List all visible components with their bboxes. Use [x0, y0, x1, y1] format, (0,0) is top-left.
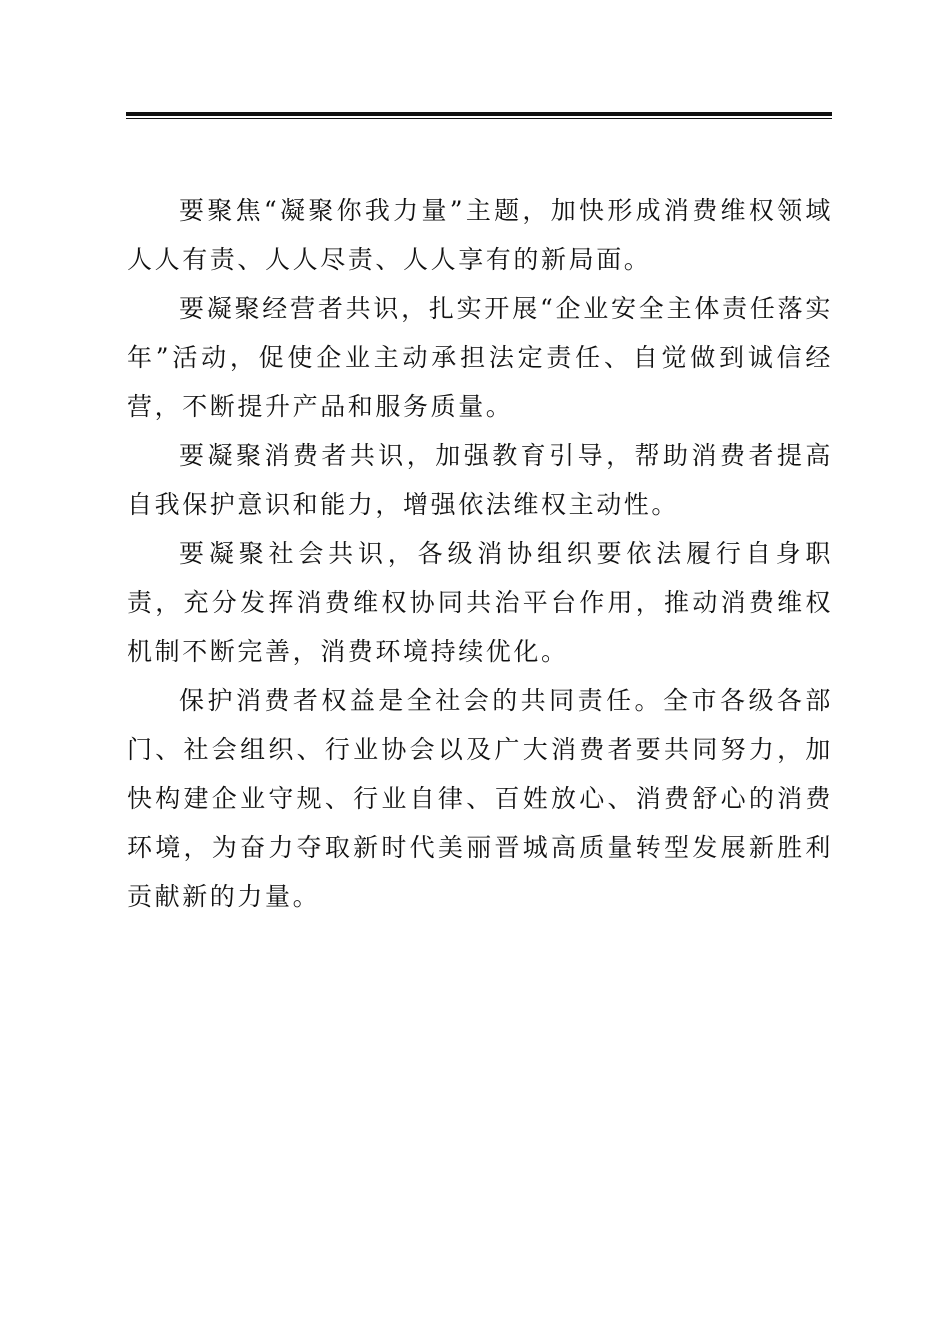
paragraph-operators: 要凝聚经营者共识，扎实开展“企业安全主体责任落实年”活动，促使企业主动承担法定责任、自觉做到诚信经营，不断提升产品和服务质量。 [127, 294, 833, 421]
header-double-rule [126, 112, 832, 119]
header-rule-thin [126, 118, 832, 119]
paragraph-consumers: 要凝聚消费者共识，加强教育引导，帮助消费者提高自我保护意识和能力，增强依法维权主动性。 [127, 441, 833, 519]
paragraph-society: 要凝聚社会共识，各级消协组织要依法履行自身职责，充分发挥消费维权协同共治平台作用，推动消费维权机制不断完善，消费环境持续优化。 [127, 539, 833, 666]
document-body [127, 186, 833, 921]
paragraph-theme: 要聚焦“凝聚你我力量”主题，加快形成消费维权领域人人有责、人人尽责、人人享有的新局面。 [127, 196, 833, 274]
paragraph-conclusion: 保护消费者权益是全社会的共同责任。全市各级各部门、社会组织、行业协会以及广大消费者要共同努力，加快构建企业守规、行业自律、百姓放心、消费舒心的消费环境，为奋力夺取新时代美丽晋城高质量转型发展新胜利贡献新的力量。 [127, 686, 833, 911]
